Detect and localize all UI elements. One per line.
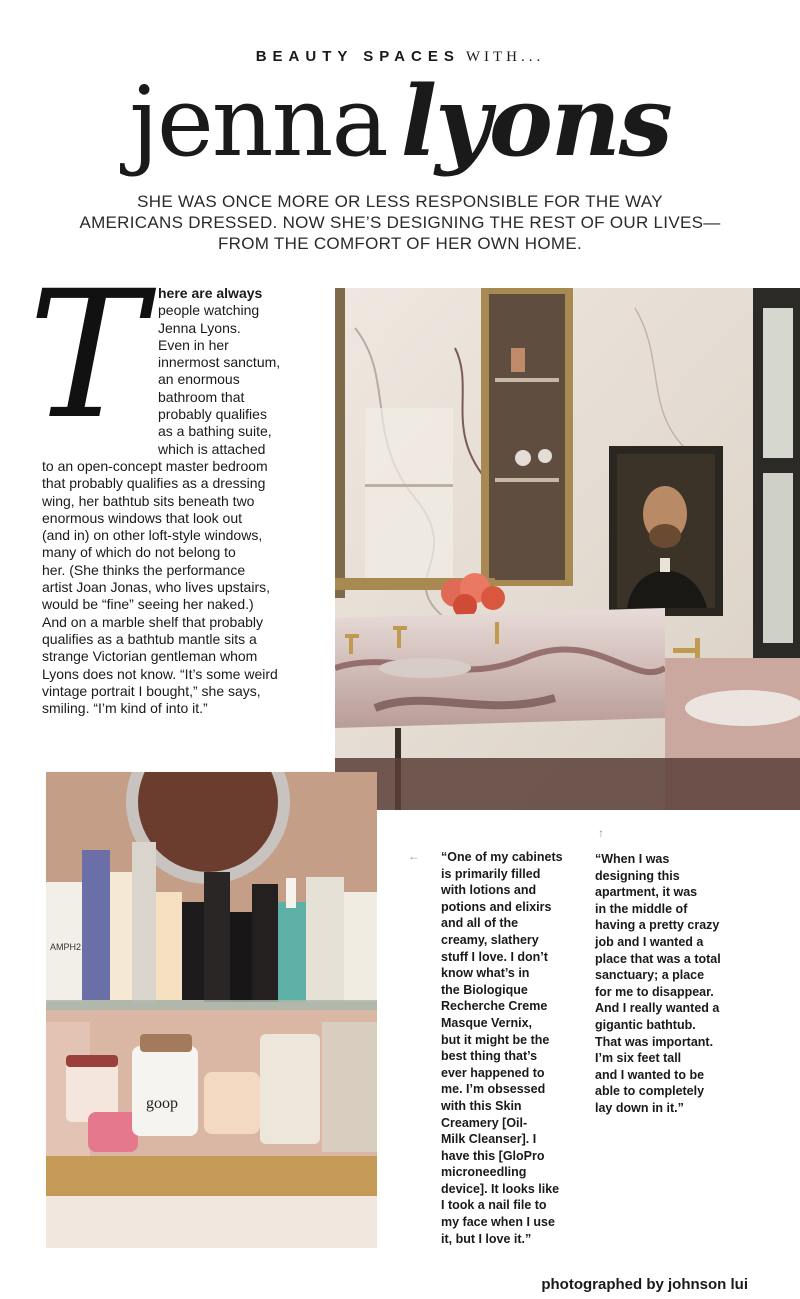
body-line: enormous windows that look out — [42, 509, 242, 526]
quote-line: place that was a total — [595, 951, 721, 966]
quote-line: and I wanted to be — [595, 1067, 705, 1082]
headline-first: jenna — [129, 66, 387, 178]
drop-cap: T — [28, 253, 146, 458]
quote-line: creamy, slathery — [441, 932, 539, 947]
quote-line: “One of my cabinets — [441, 850, 563, 864]
kicker-bold: BEAUTY SPACES — [255, 48, 460, 65]
body-line: Even in her — [158, 336, 229, 353]
pull-quote-apartment — [595, 851, 725, 1117]
dek-line: SHE WAS ONCE MORE OR LESS RESPONSIBLE FOR THE WAY — [137, 192, 663, 211]
body-line: smiling. “I’m kind of into it.” — [42, 700, 208, 717]
quote-line: best thing that’s — [441, 1049, 538, 1064]
quote-line: Milk Cleanser]. I — [441, 1132, 537, 1147]
body-line: artist Joan Jonas, who lives upstairs, — [42, 579, 270, 596]
quote-line: I took a nail file to — [441, 1198, 547, 1213]
quote-line: stuff I love. I don’t — [441, 949, 548, 964]
body-text-narrow — [158, 285, 308, 458]
arrow-left-icon: ← — [408, 849, 420, 863]
body-line: Jenna Lyons. — [158, 319, 241, 336]
lead-in: here are always — [158, 285, 263, 301]
headline-second: lyons — [400, 65, 671, 178]
quote-line: Recherche Creme — [441, 999, 548, 1014]
quote-line: having a pretty crazy — [595, 918, 720, 933]
body-line: (and in) on other loft-style windows, — [42, 527, 263, 544]
body-line: bathroom that — [158, 388, 245, 405]
body-line: which is attached — [158, 440, 266, 457]
body-line: vintage portrait I bought,” she says, — [42, 682, 261, 699]
quote-line: potions and elixirs — [441, 899, 552, 914]
quote-line: Masque Vernix, — [441, 1015, 533, 1030]
quote-line: I’m six feet tall — [595, 1051, 682, 1066]
quote-line: microneedling — [441, 1165, 527, 1180]
body-line: her. (She thinks the performance — [42, 561, 246, 578]
quote-line: it, but I love it.” — [441, 1231, 532, 1246]
quote-line: sanctuary; a place — [595, 968, 705, 983]
jar-label-text: goop — [146, 1095, 178, 1112]
body-line: that probably qualifies as a dressing — [42, 475, 266, 492]
body-line: many of which do not belong to — [42, 544, 236, 561]
dek-line: FROM THE COMFORT OF HER OWN HOME. — [217, 234, 583, 253]
body-line: would be “fine” seeing her naked.) — [42, 596, 254, 613]
body-line: strange Victorian gentleman whom — [42, 648, 258, 665]
quote-line: device]. It looks like — [441, 1181, 560, 1196]
dek — [40, 191, 760, 254]
quote-line: for me to disappear. — [595, 984, 714, 999]
headline — [0, 62, 800, 182]
quote-line: me. I’m obsessed — [441, 1082, 546, 1097]
body-line: wing, her bathtub sits beneath two — [42, 492, 255, 509]
bathroom-photo — [335, 288, 800, 810]
quote-line: but it might be the — [441, 1032, 550, 1047]
body-line: to an open-concept master bedroom — [42, 458, 268, 474]
body-line: as a bathing suite, — [158, 423, 272, 440]
body-line: probably qualifies — [158, 406, 267, 423]
body-line: people watching — [158, 302, 260, 319]
quote-line: That was important. — [595, 1034, 714, 1049]
quote-line: job and I wanted a — [595, 934, 704, 949]
quote-line: is primarily filled — [441, 866, 541, 881]
quote-line: and all of the — [441, 916, 519, 931]
kicker-light: WITH... — [465, 49, 545, 65]
body-line: Lyons does not know. “It’s some weird — [42, 665, 278, 682]
quote-line: “When I was — [595, 852, 670, 866]
body-line: innermost sanctum, — [158, 354, 281, 371]
bottle-label-text: AMPH2 — [50, 942, 82, 952]
body-line: And on a marble shelf that probably — [42, 613, 264, 630]
quote-line: in the middle of — [595, 901, 688, 916]
photo-credit: photographed by johnson lui — [541, 1276, 748, 1293]
body-line: qualifies as a bathtub mantle sits a — [42, 630, 257, 647]
quote-line: know what’s in — [441, 966, 530, 981]
quote-line: apartment, it was — [595, 885, 698, 900]
quote-line: able to completely — [595, 1084, 705, 1099]
pull-quote-cabinet — [441, 849, 566, 1247]
quote-line: the Biologique — [441, 982, 528, 997]
dek-line: AMERICANS DRESSED. NOW SHE’S DESIGNING THE REST OF OUR LIVES— — [79, 213, 721, 232]
quote-line: ever happened to — [441, 1065, 545, 1080]
quote-line: lay down in it.” — [595, 1100, 684, 1115]
quote-line: Creamery [Oil- — [441, 1115, 528, 1130]
quote-line: designing this — [595, 868, 680, 883]
quote-line: with this Skin — [441, 1098, 522, 1113]
quote-line: gigantic bathtub. — [595, 1017, 696, 1032]
quote-line: my face when I use — [441, 1215, 555, 1230]
arrow-up-icon: ↑ — [598, 826, 604, 840]
quote-line: And I really wanted a — [595, 1001, 720, 1016]
body-line: an enormous — [158, 371, 240, 388]
vanity-shelf-photo — [46, 772, 377, 1248]
quote-line: have this [GloPro — [441, 1148, 545, 1163]
quote-line: with lotions and — [441, 883, 537, 898]
body-text-wide — [42, 458, 342, 717]
